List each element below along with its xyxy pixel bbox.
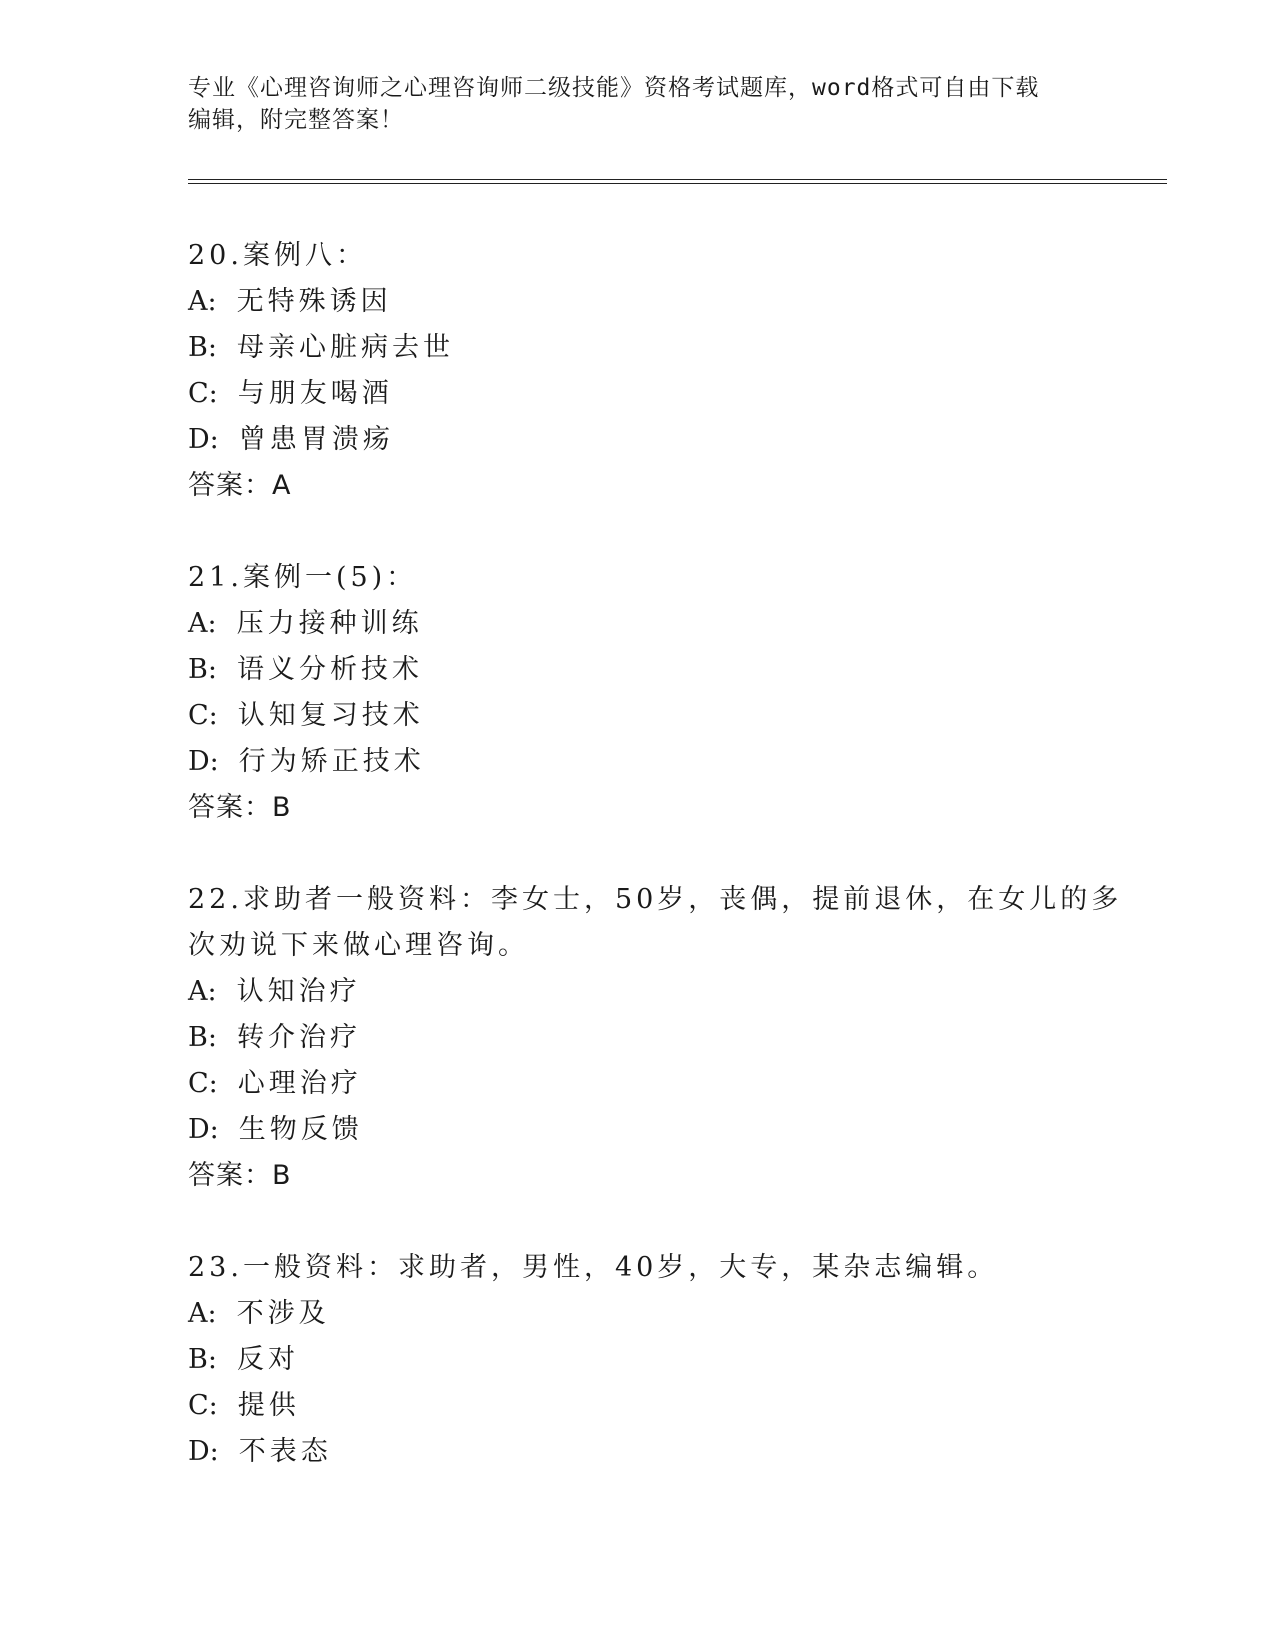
option-c (188, 371, 1148, 417)
option-text: 无特殊诱因 (236, 286, 392, 317)
option-text: 转介治疗 (236, 1022, 361, 1053)
option-a (188, 601, 1148, 647)
option-key: A: (188, 1298, 217, 1329)
option-a (188, 1291, 1148, 1337)
option-a (188, 279, 1148, 325)
option-b (188, 1337, 1148, 1383)
answer-line: 答案：B (188, 792, 292, 823)
option-c (188, 1383, 1148, 1429)
option-d (188, 1107, 1148, 1153)
option-key: D: (188, 1436, 219, 1467)
option-b (188, 325, 1148, 371)
question-stem: 22.求助者一般资料：李女士，50岁，丧偶，提前退休，在女儿的多次劝说下来做心理咨询。 (188, 884, 1123, 961)
header-divider-top (188, 179, 1167, 180)
option-key: B: (188, 332, 217, 363)
option-text: 语义分析技术 (236, 654, 423, 685)
option-text: 提供 (237, 1390, 300, 1421)
answer-line: 答案：B (188, 1160, 292, 1191)
option-key: A: (188, 976, 217, 1007)
option-text: 母亲心脏病去世 (236, 332, 454, 363)
option-key: C: (188, 700, 218, 731)
option-key: C: (188, 1390, 218, 1421)
option-key: C: (188, 1068, 218, 1099)
option-d (188, 1429, 1148, 1475)
question-list (188, 233, 1148, 1521)
option-key: D: (188, 746, 219, 777)
option-b (188, 647, 1148, 693)
question-20 (188, 233, 1148, 509)
question-stem: 20.案例八： (188, 240, 367, 271)
option-key: C: (188, 378, 218, 409)
option-c (188, 693, 1148, 739)
option-d (188, 417, 1148, 463)
option-text: 压力接种训练 (236, 608, 423, 639)
option-d (188, 739, 1148, 785)
question-22 (188, 877, 1148, 1199)
option-text: 不涉及 (236, 1298, 330, 1329)
option-text: 行为矫正技术 (238, 746, 425, 777)
option-text: 心理治疗 (237, 1068, 362, 1099)
question-stem: 21.案例一(5)： (188, 562, 418, 593)
question-21 (188, 555, 1148, 831)
option-key: B: (188, 654, 217, 685)
answer-line: 答案：A (188, 470, 292, 501)
option-text: 生物反馈 (238, 1114, 363, 1145)
header-line-1: 专业《心理咨询师之心理咨询师二级技能》资格考试题库，word格式可自由下载 (188, 75, 1040, 101)
option-a (188, 969, 1148, 1015)
header-divider-bottom (188, 183, 1167, 184)
option-key: D: (188, 424, 219, 455)
question-23 (188, 1245, 1148, 1475)
option-key: A: (188, 286, 217, 317)
option-key: A: (188, 608, 217, 639)
option-b (188, 1015, 1148, 1061)
option-text: 曾患胃溃疡 (238, 424, 394, 455)
option-key: D: (188, 1114, 219, 1145)
document-header (188, 72, 1088, 136)
option-text: 与朋友喝酒 (237, 378, 393, 409)
option-key: B: (188, 1344, 217, 1375)
option-c (188, 1061, 1148, 1107)
header-line-2: 编辑，附完整答案！ (188, 107, 404, 133)
option-text: 反对 (236, 1344, 299, 1375)
option-text: 认知复习技术 (237, 700, 424, 731)
option-key: B: (188, 1022, 217, 1053)
option-text: 不表态 (238, 1436, 332, 1467)
question-stem: 23.一般资料：求助者，男性，40岁，大专，某杂志编辑。 (188, 1252, 999, 1283)
option-text: 认知治疗 (236, 976, 361, 1007)
